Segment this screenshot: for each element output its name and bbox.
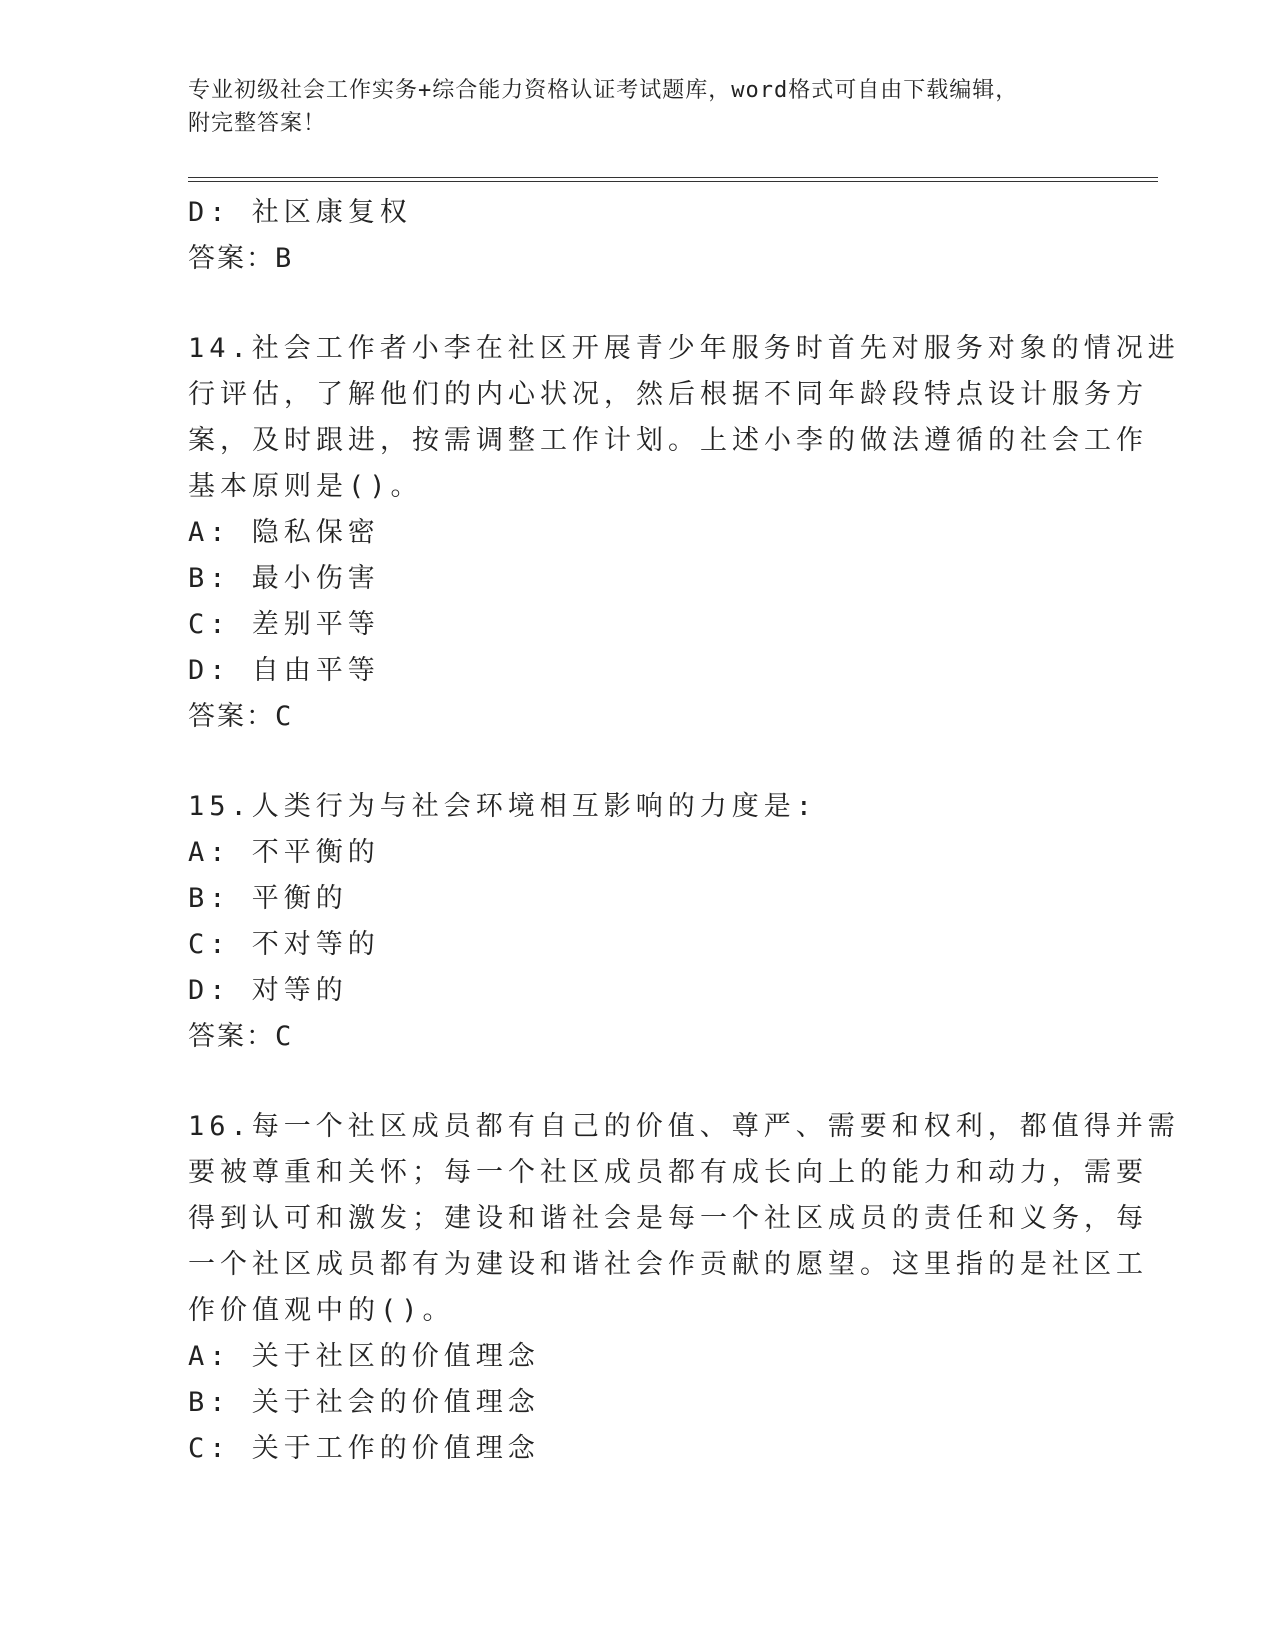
- option-b: B: 平衡的: [188, 883, 348, 914]
- page-header: [188, 74, 1088, 140]
- header-divider: [188, 177, 1158, 182]
- question-16: [188, 1104, 1180, 1472]
- prev-question-tail: [188, 190, 1088, 282]
- answer-label: 答案：: [188, 701, 275, 732]
- question-content: [188, 190, 1180, 1472]
- answer-value: C: [275, 701, 294, 732]
- answer-label: 答案：: [188, 1021, 275, 1052]
- answer-value: C: [275, 1021, 294, 1052]
- stem-line: 16.每一个社区成员都有自己的价值、尊严、需要和权利，都值得并需: [188, 1111, 1180, 1142]
- answer-line: [188, 236, 1088, 282]
- stem-line: 基本原则是()。: [188, 471, 423, 502]
- stem-line: 行评估，了解他们的内心状况，然后根据不同年龄段特点设计服务方: [188, 379, 1148, 410]
- option-c: C: 不对等的: [188, 929, 380, 960]
- option-a: A: 关于社区的价值理念: [188, 1341, 540, 1372]
- question-stem: [188, 326, 1180, 510]
- spacer: [188, 740, 1088, 784]
- spacer: [188, 282, 1088, 326]
- stem-line: 得到认可和激发；建设和谐社会是每一个社区成员的责任和义务，每: [188, 1203, 1148, 1234]
- answer-label: 答案：: [188, 243, 275, 274]
- header-line-1: 专业初级社会工作实务+综合能力资格认证考试题库，word格式可自由下载编辑，: [188, 78, 1019, 103]
- question-stem: [188, 1104, 1180, 1334]
- stem-line: 一个社区成员都有为建设和谐社会作贡献的愿望。这里指的是社区工: [188, 1249, 1148, 1280]
- option-d: D: 自由平等: [188, 655, 380, 686]
- option-b: B: 最小伤害: [188, 563, 380, 594]
- option-c: C: 差别平等: [188, 609, 380, 640]
- spacer: [188, 1060, 1088, 1104]
- question-15: [188, 784, 1088, 1060]
- stem-line: 14.社会工作者小李在社区开展青少年服务时首先对服务对象的情况进: [188, 333, 1180, 364]
- question-14: [188, 326, 1180, 740]
- option-d: D: 社区康复权: [188, 197, 412, 228]
- option-a: A: 隐私保密: [188, 517, 380, 548]
- option-a: A: 不平衡的: [188, 837, 380, 868]
- option-b: B: 关于社会的价值理念: [188, 1387, 540, 1418]
- answer-line: [188, 1014, 1088, 1060]
- option-c: C: 关于工作的价值理念: [188, 1433, 540, 1464]
- option-d: D: 对等的: [188, 975, 348, 1006]
- answer-line: [188, 694, 1088, 740]
- header-line-2: 附完整答案！: [188, 111, 327, 136]
- stem-line: 作价值观中的()。: [188, 1295, 455, 1326]
- question-stem: [188, 784, 1088, 830]
- stem-line: 案，及时跟进，按需调整工作计划。上述小李的做法遵循的社会工作: [188, 425, 1148, 456]
- answer-value: B: [275, 243, 294, 274]
- stem-line: 要被尊重和关怀；每一个社区成员都有成长向上的能力和动力，需要: [188, 1157, 1148, 1188]
- stem-line: 15.人类行为与社会环境相互影响的力度是:: [188, 791, 818, 822]
